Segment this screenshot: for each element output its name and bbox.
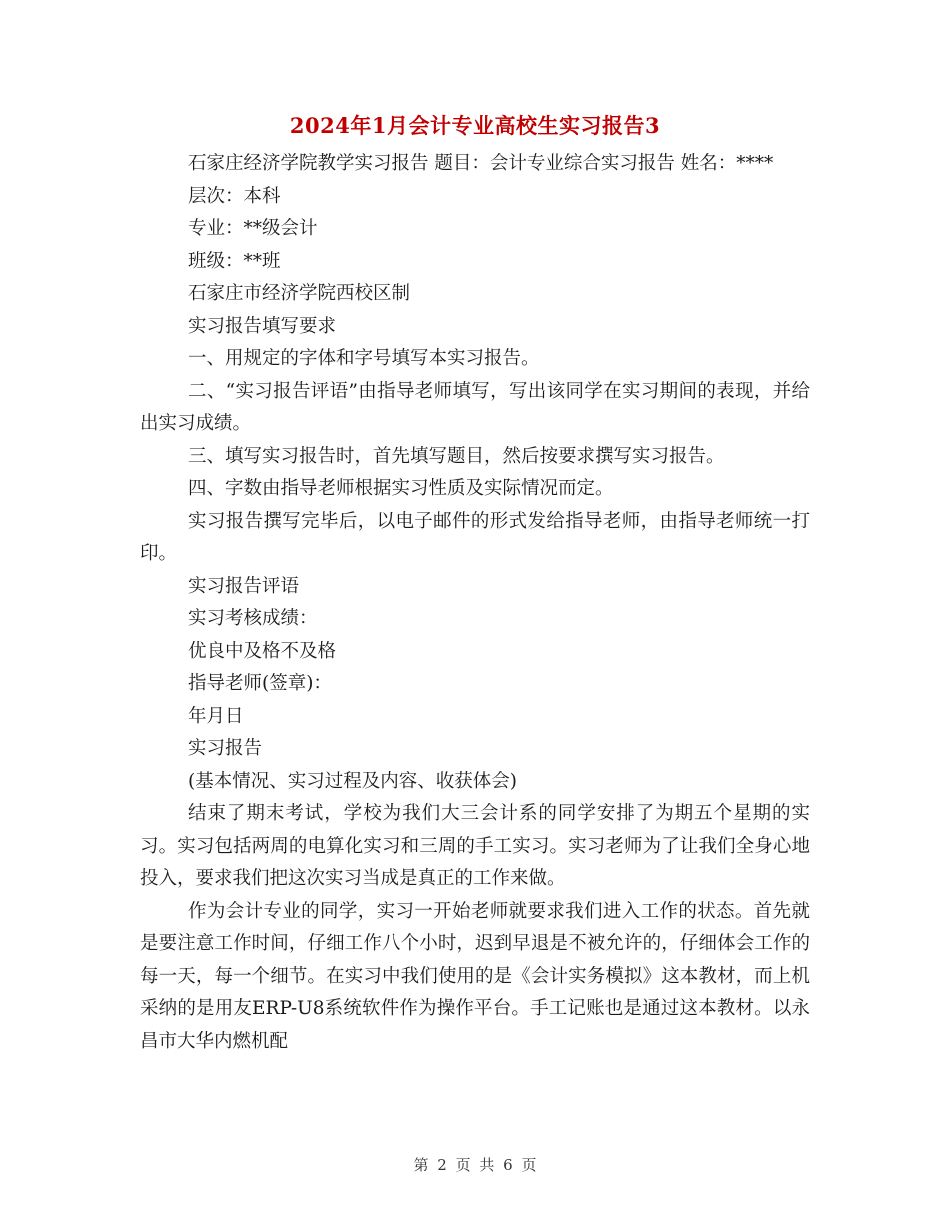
paragraph: 优良中及格不及格 — [188, 640, 337, 662]
paragraph: (基本情况、实习过程及内容、收获体会) — [188, 770, 517, 792]
paragraph: 一、用规定的字体和字号填写本实习报告。 — [188, 348, 540, 369]
paragraph: 结束了期末考试，学校为我们大三会计系的同学安排了为期五个星期的实习。实习包括两周的电算化实习和三周的手工实习。实习老师为了让我们全身心地投入，要求我们把这次实习当成是真正的工作来做。 — [140, 803, 810, 889]
paragraph: 二、“实习报告评语”由指导老师填写，写出该同学在实习期间的表现，并给出实习成绩。 — [140, 380, 810, 434]
document-title: 2024年1月会计专业高校生实习报告3 — [289, 113, 661, 138]
paragraph: 班级：**班 — [188, 250, 281, 272]
paragraph: 石家庄经济学院教学实习报告 题目：会计专业综合实习报告 姓名：**** — [188, 153, 774, 174]
paragraph: 层次：本科 — [188, 185, 281, 207]
paragraph: 指导老师(签章)： — [188, 673, 332, 694]
page-footer: 第 2 页 共 6 页 — [413, 1156, 537, 1174]
paragraph: 三、填写实习报告时，首先填写题目，然后按要求撰写实习报告。 — [188, 445, 725, 467]
paragraph: 实习报告评语 — [188, 575, 300, 597]
paragraph: 实习报告填写要求 — [188, 315, 337, 337]
paragraph: 四、字数由指导老师根据实习性质及实际情况而定。 — [188, 478, 614, 499]
paragraph: 实习报告撰写完毕后，以电子邮件的形式发给指导老师，由指导老师统一打印。 — [140, 510, 810, 564]
paragraph: 实习报告 — [188, 738, 263, 759]
paragraph: 作为会计专业的同学，实习一开始老师就要求我们进入工作的状态。首先就是要注意工作时间，仔细工作八个小时，迟到早退是不被允许的，仔细体会工作的每一天，每一个细节。在实习中我们使用的是《会计实务模拟》这本教材，而上机采纳的是用友ERP-U8系统软件作为操作平台。手工记账也是通过这本教材。以永昌市大华内燃机配 — [140, 900, 810, 1052]
paragraph: 石家庄市经济学院西校区制 — [188, 283, 411, 304]
document-body — [140, 148, 810, 1058]
paragraph: 年月日 — [188, 705, 244, 727]
paragraph: 专业：**级会计 — [188, 218, 318, 239]
paragraph: 实习考核成绩： — [188, 608, 318, 629]
